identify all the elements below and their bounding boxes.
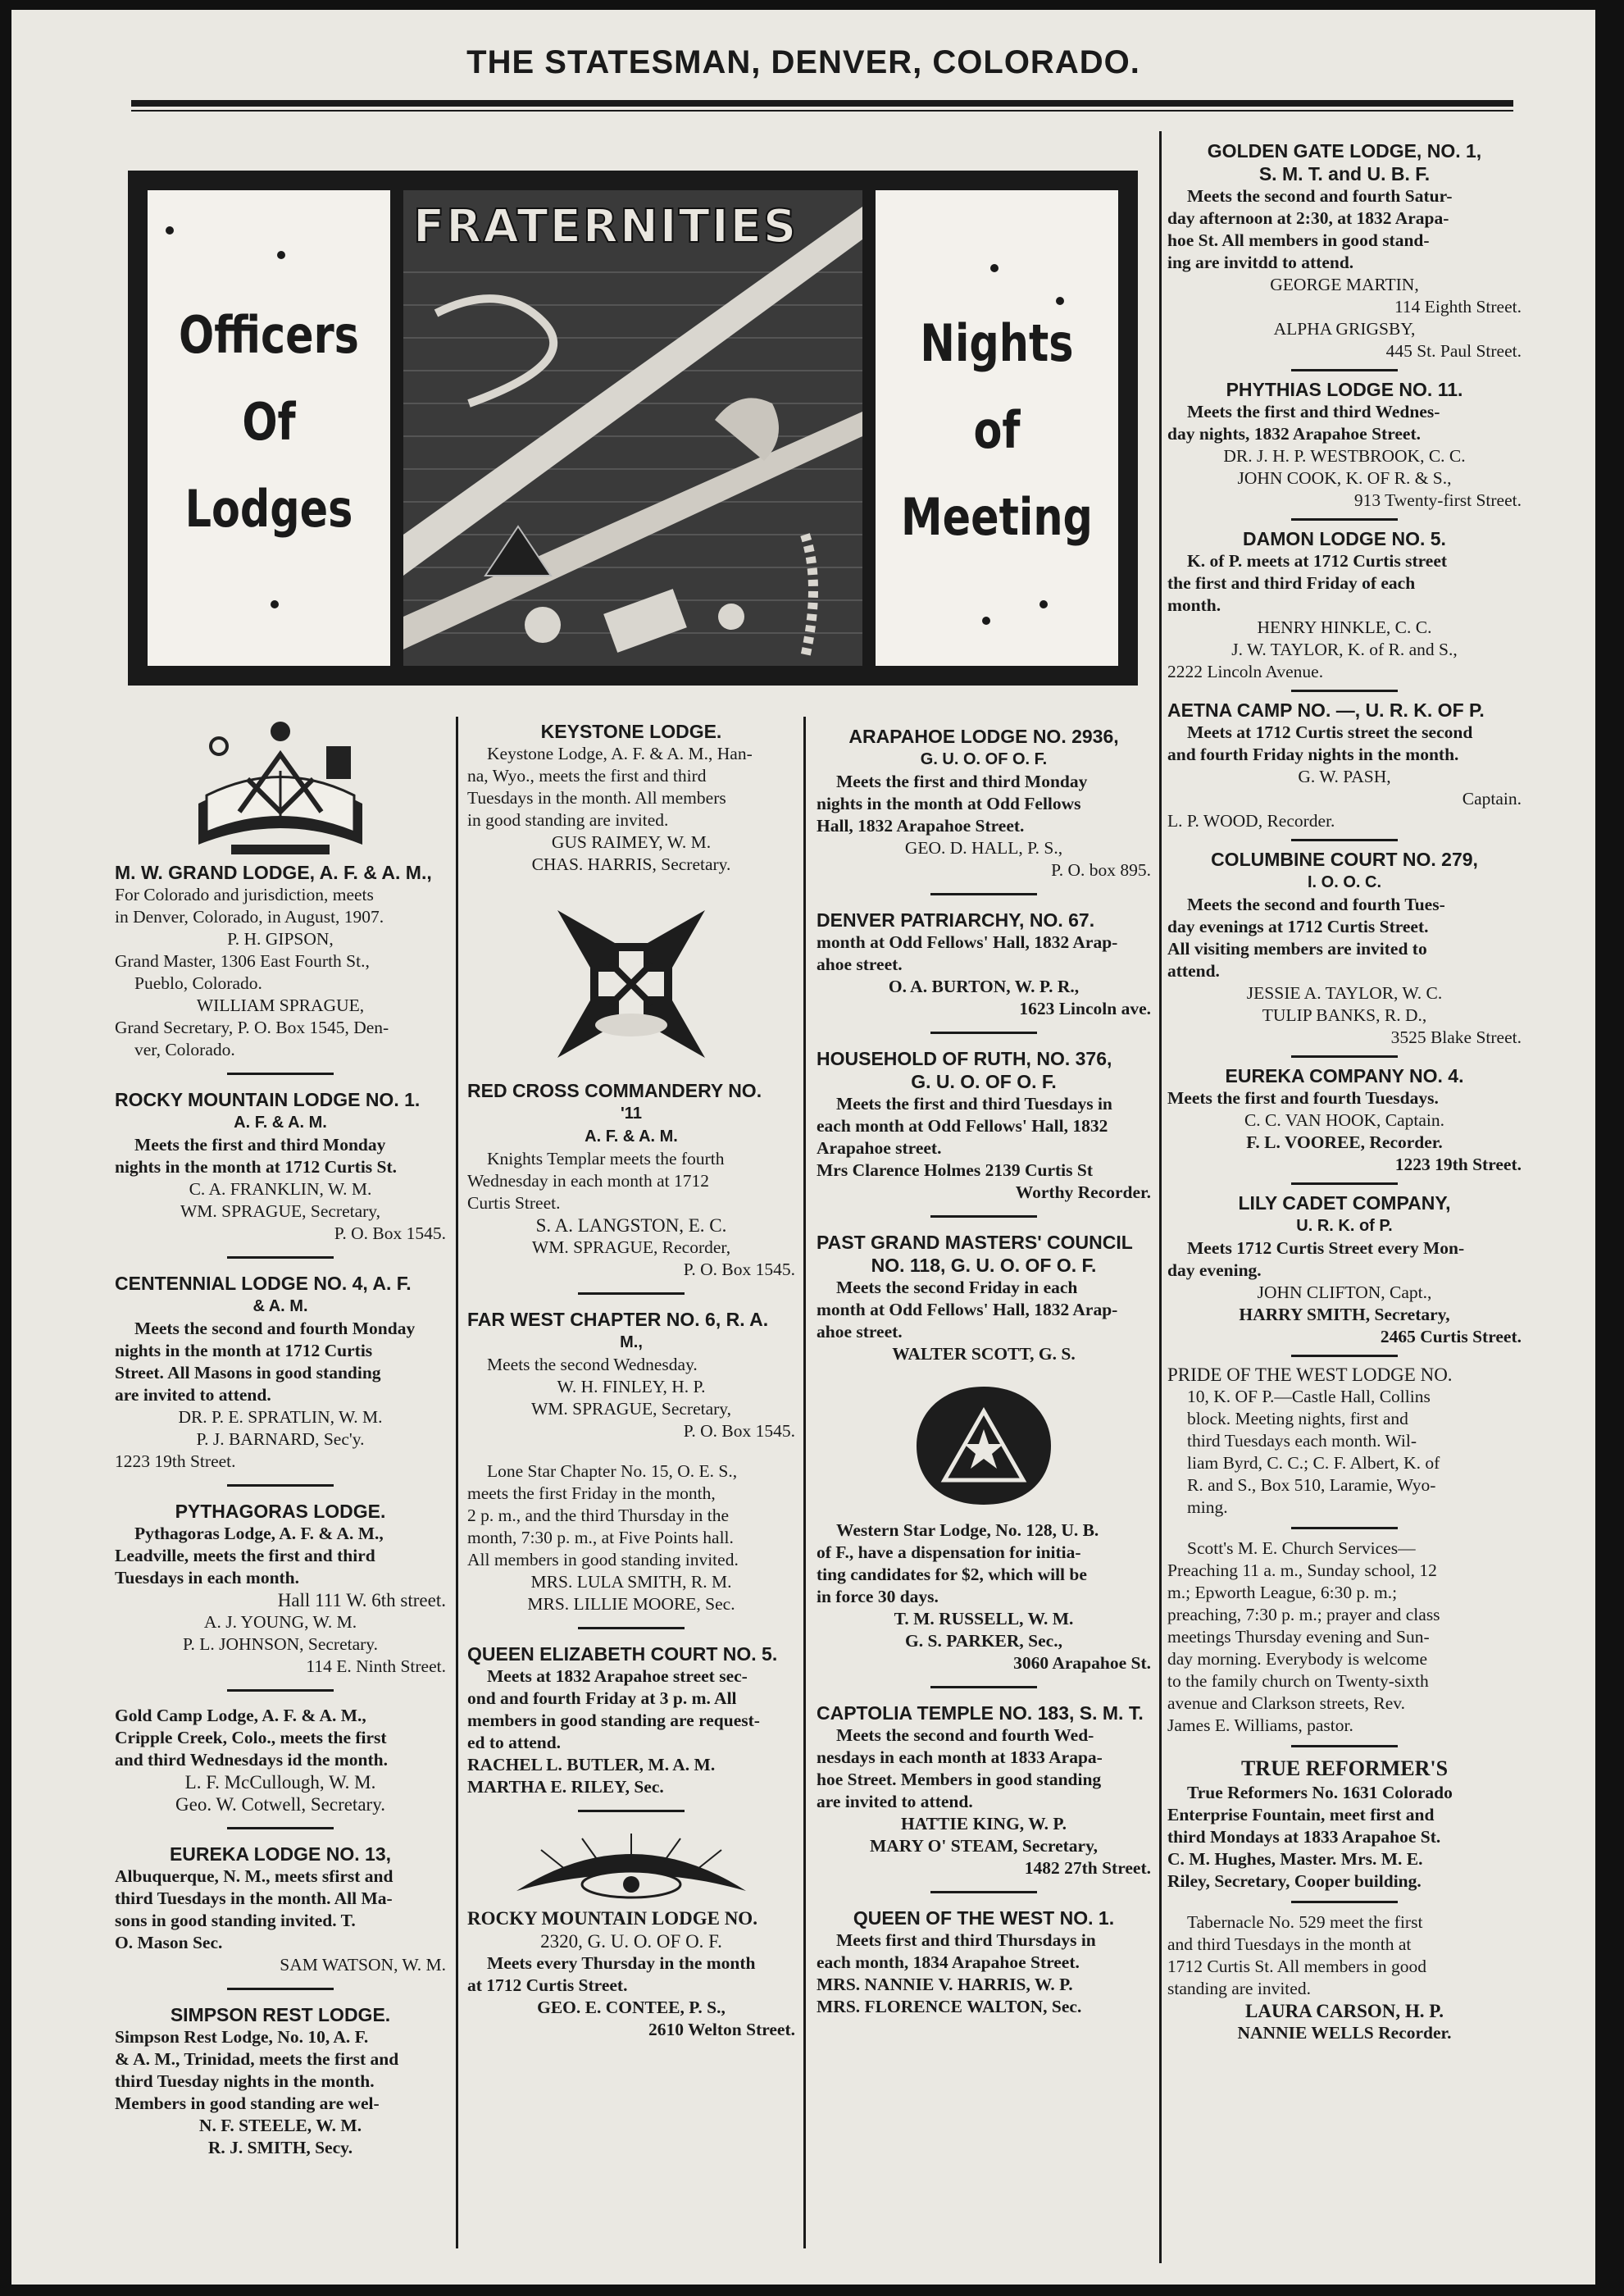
red-cross-heading: RED CROSS COMMANDERY NO. bbox=[467, 1080, 762, 1101]
banner-left-line: Officers bbox=[179, 305, 359, 365]
banner-right-line: Nights bbox=[920, 313, 1074, 373]
true-reformers-text: third Mondays at 1833 Arapahoe St. bbox=[1167, 1827, 1441, 1847]
pride-of-the-west-text: 10, K. OF P.—Castle Hall, Collins bbox=[1187, 1387, 1431, 1406]
past-grand-masters-officer: WALTER SCOTT, G. S. bbox=[892, 1344, 1076, 1364]
ornament-dot bbox=[1039, 600, 1048, 608]
far-west-officer: W. H. FINLEY, H. P. bbox=[557, 1377, 706, 1396]
lone-star-officer: MRS. LULA SMITH, R. M. bbox=[530, 1572, 732, 1592]
damon-text: month. bbox=[1167, 595, 1221, 615]
keystone-text: Keystone Lodge, A. F. & A. M., Han- bbox=[487, 744, 753, 763]
columbine-court-officer: 3525 Blake Street. bbox=[1390, 1027, 1522, 1047]
queen-of-the-west-text: each month, 1834 Arapahoe Street. bbox=[817, 1952, 1080, 1972]
queen-elizabeth-officer: RACHEL L. BUTLER, M. A. M. bbox=[467, 1755, 716, 1774]
gold-camp-officer: L. F. McCullough, W. M. bbox=[184, 1772, 376, 1793]
captolia-temple-officer: 1482 27th Street. bbox=[1024, 1858, 1151, 1878]
separator bbox=[227, 1484, 334, 1487]
damon-text: the first and third Friday of each bbox=[1167, 573, 1416, 593]
golden-gate-officer: ALPHA GRIGSBY, bbox=[1273, 319, 1416, 339]
separator bbox=[578, 1810, 685, 1812]
simpson-rest-text: Simpson Rest Lodge, No. 10, A. F. bbox=[115, 2027, 369, 2047]
banner-left-line: Lodges bbox=[184, 479, 353, 539]
simpson-rest-officer: N. F. STEELE, W. M. bbox=[198, 2116, 362, 2135]
separator bbox=[227, 1256, 334, 1259]
queen-elizabeth-text: Meets at 1832 Arapahoe street sec- bbox=[487, 1666, 748, 1686]
newspaper-page bbox=[11, 10, 1595, 2285]
emblem-word: SIGNO bbox=[677, 968, 690, 1005]
pride-of-the-west-text: third Tuesdays each month. Wil- bbox=[1187, 1431, 1417, 1451]
fraternities-illustration bbox=[403, 190, 862, 666]
far-west-officer: P. O. Box 1545. bbox=[683, 1421, 795, 1441]
columbine-court-text: Meets the second and fourth Tues- bbox=[1187, 895, 1445, 914]
red-cross-text: Wednesday in each month at 1712 bbox=[467, 1171, 710, 1191]
column-1 bbox=[115, 713, 446, 2159]
keystone-officer: CHAS. HARRIS, Secretary. bbox=[531, 854, 731, 874]
pythagoras-officer: 114 E. Ninth Street. bbox=[306, 1656, 446, 1676]
pythagoras-officer: P. L. JOHNSON, Secretary. bbox=[182, 1634, 379, 1654]
centennial-text: are invited to attend. bbox=[115, 1385, 271, 1405]
gold-camp-text: Cripple Creek, Colo., meets the first bbox=[115, 1728, 387, 1747]
household-of-ruth-officer: Worthy Recorder. bbox=[1015, 1182, 1151, 1202]
household-of-ruth-sub: G. U. O. OF O. F. bbox=[911, 1071, 1057, 1092]
separator bbox=[930, 893, 1037, 895]
pythagoras-text: Tuesdays in each month. bbox=[115, 1568, 300, 1588]
eureka-company-officer: C. C. VAN HOOK, Captain. bbox=[1244, 1110, 1445, 1130]
pythagoras-text: Pythagoras Lodge, A. F. & A. M., bbox=[134, 1524, 384, 1543]
queen-elizabeth-text: members in good standing are request- bbox=[467, 1711, 760, 1730]
household-of-ruth-text: Arapahoe street. bbox=[817, 1138, 942, 1158]
simpson-rest-text: & A. M., Trinidad, meets the first and bbox=[115, 2049, 399, 2069]
eureka-lodge-heading: EUREKA LODGE NO. 13, bbox=[169, 1843, 392, 1865]
pride-of-the-west-text: R. and S., Box 510, Laramie, Wyo- bbox=[1187, 1475, 1436, 1495]
past-grand-masters-heading: PAST GRAND MASTERS' COUNCIL bbox=[817, 1232, 1133, 1253]
rocky-mountain-sub: A. F. & A. M. bbox=[234, 1114, 327, 1132]
separator bbox=[1291, 690, 1398, 692]
captolia-temple-heading: CAPTOLIA TEMPLE NO. 183, S. M. T. bbox=[817, 1702, 1144, 1724]
eureka-lodge-text: third Tuesdays in the month. All Ma- bbox=[115, 1888, 393, 1908]
arapahoe-sub: G. U. O. OF O. F. bbox=[920, 750, 1048, 768]
red-cross-text: Knights Templar meets the fourth bbox=[487, 1149, 725, 1168]
lily-cadet-officer: 2465 Curtis Street. bbox=[1380, 1327, 1522, 1346]
ornament-dot bbox=[982, 617, 990, 625]
grand-lodge-text: Grand Secretary, P. O. Box 1545, Den- bbox=[115, 1018, 389, 1037]
arapahoe-text: Hall, 1832 Arapahoe Street. bbox=[817, 816, 1025, 836]
aetna-camp-officer: Captain. bbox=[1462, 789, 1522, 809]
rocky-mountain-officer: C. A. FRANKLIN, W. M. bbox=[189, 1179, 372, 1199]
captolia-temple-officer: HATTIE KING, W. P. bbox=[901, 1814, 1067, 1834]
columbine-court-officer: TULIP BANKS, R. D., bbox=[1262, 1005, 1427, 1025]
tabernacle-text: Tabernacle No. 529 meet the first bbox=[1187, 1912, 1423, 1932]
separator bbox=[930, 1891, 1037, 1893]
captolia-temple-text: nesdays in each month at 1833 Arapa- bbox=[817, 1747, 1103, 1767]
star-emblem bbox=[910, 1380, 1058, 1511]
denver-patriarchy-officer: O. A. BURTON, W. P. R., bbox=[888, 977, 1080, 996]
past-grand-masters-text: ahoe street. bbox=[817, 1322, 903, 1342]
separator bbox=[227, 1827, 334, 1829]
true-reformers-text: True Reformers No. 1631 Colorado bbox=[1187, 1783, 1453, 1802]
aetna-camp-officer: L. P. WOOD, Recorder. bbox=[1167, 811, 1335, 831]
past-grand-masters-text: month at Odd Fellows' Hall, 1832 Arap- bbox=[817, 1300, 1118, 1319]
queen-of-the-west-officer: MRS. FLORENCE WALTON, Sec. bbox=[817, 1997, 1082, 2016]
ornament-dot bbox=[277, 251, 285, 259]
grand-lodge-officer: P. H. GIPSON, bbox=[227, 929, 334, 949]
separator bbox=[1291, 369, 1398, 371]
separator bbox=[578, 1627, 685, 1629]
separator bbox=[1291, 518, 1398, 521]
past-grand-masters-text: Meets the second Friday in each bbox=[836, 1278, 1078, 1297]
centennial-text: Meets the second and fourth Monday bbox=[134, 1319, 416, 1338]
gold-camp-officer: Geo. W. Cotwell, Secretary. bbox=[175, 1794, 385, 1815]
arapahoe-officer: P. O. box 895. bbox=[1051, 860, 1151, 880]
eureka-lodge-officer: SAM WATSON, W. M. bbox=[280, 1955, 446, 1975]
aetna-camp-text: and fourth Friday nights in the month. bbox=[1167, 745, 1459, 764]
lily-cadet-officer: HARRY SMITH, Secretary, bbox=[1239, 1305, 1450, 1324]
lily-cadet-text: day evening. bbox=[1167, 1260, 1262, 1280]
banner-artwork bbox=[403, 190, 862, 666]
columbine-court-text: attend. bbox=[1167, 961, 1220, 981]
banner-left-line: Of bbox=[242, 392, 296, 452]
ornament-dot bbox=[271, 600, 279, 608]
aetna-camp-text: Meets at 1712 Curtis street the second bbox=[1187, 722, 1473, 742]
red-cross-sub: A. F. & A. M. bbox=[585, 1128, 678, 1146]
queen-of-the-west-text: Meets first and third Thursdays in bbox=[836, 1930, 1096, 1950]
separator bbox=[578, 1292, 685, 1295]
phythias-text: day nights, 1832 Arapahoe Street. bbox=[1167, 424, 1421, 444]
queen-of-the-west-heading: QUEEN OF THE WEST NO. 1. bbox=[853, 1907, 1115, 1929]
past-grand-masters-sub: NO. 118, G. U. O. OF O. F. bbox=[871, 1255, 1097, 1276]
grand-lodge-text: in Denver, Colorado, in August, 1907. bbox=[115, 907, 384, 927]
keystone-text: Tuesdays in the month. All members bbox=[467, 788, 726, 808]
keystone-heading: KEYSTONE LODGE. bbox=[540, 721, 722, 742]
rocky-mountain-heading: ROCKY MOUNTAIN LODGE NO. 1. bbox=[115, 1089, 421, 1110]
centennial-officer: 1223 19th Street. bbox=[115, 1451, 236, 1471]
separator bbox=[1291, 1055, 1398, 1058]
queen-elizabeth-heading: QUEEN ELIZABETH COURT NO. 5. bbox=[467, 1643, 778, 1665]
golden-gate-text: hoe St. All members in good stand- bbox=[1167, 230, 1430, 250]
household-of-ruth-text: each month at Odd Fellows' Hall, 1832 bbox=[817, 1116, 1108, 1136]
damon-heading: DAMON LODGE NO. 5. bbox=[1243, 528, 1446, 549]
rocky-mountain-2320-text: Meets every Thursday in the month bbox=[487, 1953, 756, 1973]
columbine-court-sub: I. O. O. C. bbox=[1307, 873, 1381, 891]
separator bbox=[1291, 1527, 1398, 1529]
grand-lodge-text: Pueblo, Colorado. bbox=[134, 973, 262, 993]
columbine-court-heading: COLUMBINE COURT NO. 279, bbox=[1211, 849, 1478, 870]
grand-lodge-text: Grand Master, 1306 East Fourth St., bbox=[115, 951, 370, 971]
pride-of-the-west-heading: PRIDE OF THE WEST LODGE NO. bbox=[1167, 1364, 1453, 1385]
household-of-ruth-text: Meets the first and third Tuesdays in bbox=[836, 1094, 1112, 1114]
banner-right-line: Meeting bbox=[901, 487, 1093, 547]
lily-cadet-officer: JOHN CLIFTON, Capt., bbox=[1257, 1282, 1432, 1302]
rocky-mountain-officer: P. O. Box 1545. bbox=[334, 1223, 446, 1243]
tabernacle-text: and third Tuesdays in the month at bbox=[1167, 1934, 1412, 1954]
pride-of-the-west-text: block. Meeting nights, first and bbox=[1187, 1409, 1408, 1428]
lone-star-text: 2 p. m., and the third Thursday in the bbox=[467, 1506, 730, 1525]
columbine-court-text: day evenings at 1712 Curtis Street. bbox=[1167, 917, 1429, 936]
pride-of-the-west-text: ming. bbox=[1187, 1497, 1228, 1517]
eureka-company-officer: F. L. VOOREE, Recorder. bbox=[1246, 1132, 1443, 1152]
knights-templar-cross-emblem bbox=[541, 894, 721, 1074]
captolia-temple-text: are invited to attend. bbox=[817, 1792, 973, 1811]
red-cross-officer: S. A. LANGSTON, E. C. bbox=[535, 1215, 727, 1236]
rocky-mountain-2320-officer: GEO. E. CONTEE, P. S., bbox=[537, 1998, 726, 2017]
eureka-lodge-text: O. Mason Sec. bbox=[115, 1933, 223, 1952]
rocky-mountain-text: nights in the month at 1712 Curtis St. bbox=[115, 1157, 398, 1177]
gold-camp-text: Gold Camp Lodge, A. F. & A. M., bbox=[115, 1706, 366, 1725]
separator bbox=[930, 1032, 1037, 1034]
golden-gate-heading: GOLDEN GATE LODGE, NO. 1, bbox=[1207, 140, 1482, 162]
golden-gate-officer: 445 St. Paul Street. bbox=[1385, 341, 1522, 361]
western-star-officer: T. M. RUSSELL, W. M. bbox=[894, 1609, 1074, 1629]
eureka-lodge-text: sons in good standing invited. T. bbox=[115, 1911, 356, 1930]
phythias-officer: JOHN COOK, K. OF R. & S., bbox=[1237, 468, 1452, 488]
queen-elizabeth-officer: MARTHA E. RILEY, Sec. bbox=[467, 1777, 664, 1797]
pythagoras-text: Leadville, meets the first and third bbox=[115, 1546, 375, 1565]
column-rule bbox=[803, 717, 806, 2248]
phythias-officer: DR. J. H. P. WESTBROOK, C. C. bbox=[1223, 446, 1466, 466]
pythagoras-heading: PYTHAGORAS LODGE. bbox=[175, 1501, 386, 1522]
eureka-company-heading: EUREKA COMPANY NO. 4. bbox=[1225, 1065, 1464, 1086]
keystone-officer: GUS RAIMEY, W. M. bbox=[551, 832, 712, 852]
banner-left-panel bbox=[148, 190, 390, 666]
simpson-rest-text: third Tuesday nights in the month. bbox=[115, 2071, 375, 2091]
lone-star-text: meets the first Friday in the month, bbox=[467, 1483, 716, 1503]
banner-art-title: FRATERNITIES bbox=[413, 200, 798, 253]
denver-patriarchy-heading: DENVER PATRIARCHY, NO. 67. bbox=[817, 909, 1095, 931]
red-cross-text: Curtis Street. bbox=[467, 1193, 561, 1213]
scotts-church-text: meetings Thursday evening and Sun- bbox=[1167, 1627, 1430, 1647]
true-reformers-heading: TRUE REFORMER'S bbox=[1240, 1756, 1449, 1780]
emblem-word: HOC bbox=[620, 928, 646, 941]
gold-camp-text: and third Wednesdays id the month. bbox=[115, 1750, 388, 1770]
columbine-court-text: All visiting members are invited to bbox=[1167, 939, 1427, 959]
lone-star-text: All members in good standing invited. bbox=[467, 1550, 739, 1569]
golden-gate-text: Meets the second and fourth Satur- bbox=[1187, 186, 1453, 206]
separator bbox=[1291, 1745, 1398, 1747]
scotts-church-text: Preaching 11 a. m., Sunday school, 12 bbox=[1167, 1560, 1437, 1580]
golden-gate-officer: GEORGE MARTIN, bbox=[1270, 275, 1419, 294]
tabernacle-officer: LAURA CARSON, H. P. bbox=[1245, 2001, 1444, 2021]
centennial-officer: DR. P. E. SPRATLIN, W. M. bbox=[178, 1407, 383, 1427]
column-rule bbox=[456, 717, 458, 2248]
grand-lodge-officer: WILLIAM SPRAGUE, bbox=[196, 995, 365, 1015]
fraternities-banner bbox=[128, 171, 1138, 686]
separator bbox=[930, 1215, 1037, 1218]
household-of-ruth-heading: HOUSEHOLD OF RUTH, NO. 376, bbox=[817, 1048, 1112, 1069]
ornament-dot bbox=[1056, 297, 1064, 305]
banner-right-line: of bbox=[973, 400, 1021, 460]
western-star-text: ting candidates for $2, which will be bbox=[817, 1565, 1087, 1584]
tabernacle-text: 1712 Curtis St. All members in good bbox=[1167, 1957, 1426, 1976]
western-star-text: Western Star Lodge, No. 128, U. B. bbox=[836, 1520, 1099, 1540]
scotts-church-text: m.; Epworth League, 6:30 p. m.; bbox=[1167, 1583, 1398, 1602]
lone-star-text: month, 7:30 p. m., at Five Points hall. bbox=[467, 1528, 734, 1547]
tabernacle-text: standing are invited. bbox=[1167, 1979, 1311, 1998]
banner-right-panel bbox=[876, 190, 1118, 666]
queen-of-the-west-officer: MRS. NANNIE V. HARRIS, W. P. bbox=[817, 1975, 1073, 1994]
rocky-mountain-text: Meets the first and third Monday bbox=[134, 1135, 386, 1155]
scotts-church-text: preaching, 7:30 p. m.; prayer and class bbox=[1167, 1605, 1440, 1624]
separator bbox=[1291, 1182, 1398, 1185]
scotts-church-text: James E. Williams, pastor. bbox=[1167, 1715, 1353, 1735]
western-star-text: of F., have a dispensation for initia- bbox=[817, 1542, 1081, 1562]
separator bbox=[227, 1073, 334, 1075]
eureka-company-officer: 1223 19th Street. bbox=[1394, 1155, 1522, 1174]
arapahoe-officer: GEO. D. HALL, P. S., bbox=[904, 838, 1063, 858]
far-west-officer: WM. SPRAGUE, Secretary, bbox=[530, 1399, 732, 1419]
tabernacle-officer: NANNIE WELLS Recorder. bbox=[1237, 2023, 1452, 2043]
western-star-officer: 3060 Arapahoe St. bbox=[1013, 1653, 1151, 1673]
scotts-church-text: day morning. Everybody is welcome bbox=[1167, 1649, 1428, 1669]
centennial-text: nights in the month at 1712 Curtis bbox=[115, 1341, 373, 1360]
eureka-lodge-text: Albuquerque, N. M., meets sfirst and bbox=[115, 1866, 393, 1886]
red-cross-officer: WM. SPRAGUE, Recorder, bbox=[531, 1237, 731, 1257]
columbine-court-officer: JESSIE A. TAYLOR, W. C. bbox=[1246, 983, 1443, 1003]
eureka-company-text: Meets the first and fourth Tuesdays. bbox=[1167, 1088, 1439, 1108]
grand-lodge-text: For Colorado and jurisdiction, meets bbox=[115, 885, 374, 904]
far-west-heading: FAR WEST CHAPTER NO. 6, R. A. bbox=[467, 1309, 769, 1330]
red-cross-officer: P. O. Box 1545. bbox=[683, 1260, 795, 1279]
lone-star-officer: MRS. LILLIE MOORE, Sec. bbox=[527, 1594, 735, 1614]
rocky-mountain-2320-text: at 1712 Curtis Street. bbox=[467, 1975, 628, 1995]
captolia-temple-text: Meets the second and fourth Wed- bbox=[836, 1725, 1094, 1745]
scotts-church-text: Scott's M. E. Church Services— bbox=[1187, 1538, 1416, 1558]
lily-cadet-heading: LILY CADET COMPANY, bbox=[1238, 1192, 1451, 1214]
ornament-dot bbox=[990, 264, 999, 272]
arapahoe-text: Meets the first and third Monday bbox=[836, 772, 1088, 791]
separator bbox=[227, 1689, 334, 1692]
lone-star-text: Lone Star Chapter No. 15, O. E. S., bbox=[487, 1461, 738, 1481]
ornament-dot bbox=[166, 226, 174, 235]
phythias-officer: 913 Twenty-first Street. bbox=[1353, 490, 1522, 510]
true-reformers-text: Riley, Secretary, Cooper building. bbox=[1167, 1871, 1422, 1891]
denver-patriarchy-officer: 1623 Lincoln ave. bbox=[1019, 999, 1151, 1018]
separator bbox=[227, 1988, 334, 1990]
golden-gate-sub: S. M. T. and U. B. F. bbox=[1258, 163, 1431, 184]
scotts-church-text: to the family church on Twenty-sixth bbox=[1167, 1671, 1429, 1691]
damon-officer: HENRY HINKLE, C. C. bbox=[1257, 617, 1432, 637]
grand-lodge-text: ver, Colorado. bbox=[134, 1040, 235, 1059]
western-star-text: in force 30 days. bbox=[817, 1587, 939, 1606]
true-reformers-text: Enterprise Fountain, meet first and bbox=[1167, 1805, 1435, 1824]
grand-lodge-heading: M. W. GRAND LODGE, A. F. & A. M., bbox=[115, 862, 432, 883]
denver-patriarchy-text: month at Odd Fellows' Hall, 1832 Arap- bbox=[817, 932, 1118, 952]
damon-officer: J. W. TAYLOR, K. of R. and S., bbox=[1231, 640, 1458, 659]
simpson-rest-heading: SIMPSON REST LODGE. bbox=[170, 2004, 391, 2025]
centennial-text: Street. All Masons in good standing bbox=[115, 1363, 381, 1383]
keystone-text: na, Wyo., meets the first and third bbox=[467, 766, 707, 786]
golden-gate-officer: 114 Eighth Street. bbox=[1394, 297, 1522, 317]
phythias-heading: PHYTHIAS LODGE NO. 11. bbox=[1226, 379, 1463, 400]
separator bbox=[1291, 1355, 1398, 1357]
masthead-rule-thin bbox=[131, 110, 1513, 112]
all-seeing-eye-emblem bbox=[508, 1825, 754, 1907]
captolia-temple-text: hoe Street. Members in good standing bbox=[817, 1770, 1102, 1789]
aetna-camp-heading: AETNA CAMP NO. —, U. R. K. OF P. bbox=[1167, 699, 1485, 721]
captolia-temple-officer: MARY O' STEAM, Secretary, bbox=[869, 1836, 1099, 1856]
separator bbox=[930, 1686, 1037, 1688]
queen-elizabeth-text: ed to attend. bbox=[467, 1733, 562, 1752]
centennial-officer: P. J. BARNARD, Sec'y. bbox=[196, 1429, 365, 1449]
damon-officer: 2222 Lincoln Avenue. bbox=[1167, 662, 1324, 681]
masthead-rule bbox=[131, 100, 1513, 107]
masthead: THE STATESMAN, DENVER, COLORADO. bbox=[466, 44, 1140, 80]
household-of-ruth-text: Mrs Clarence Holmes 2139 Curtis St bbox=[817, 1160, 1093, 1180]
phythias-text: Meets the first and third Wednes- bbox=[1187, 402, 1440, 421]
red-cross-number: '11 bbox=[621, 1105, 642, 1123]
column-2 bbox=[467, 720, 795, 2041]
golden-gate-text: day afternoon at 2:30, at 1832 Arapa- bbox=[1167, 208, 1449, 228]
emblem-word: IN bbox=[574, 986, 586, 999]
western-star-officer: G. S. PARKER, Sec., bbox=[905, 1631, 1062, 1651]
rocky-mountain-2320-sub: 2320, G. U. O. OF O. F. bbox=[540, 1931, 722, 1952]
golden-gate-text: ing are invitdd to attend. bbox=[1167, 253, 1354, 272]
emblem-word: VINCES bbox=[610, 1046, 653, 1059]
pythagoras-hall: Hall 111 W. 6th street. bbox=[277, 1590, 446, 1610]
centennial-heading: CENTENNIAL LODGE NO. 4, A. F. bbox=[115, 1273, 412, 1294]
denver-patriarchy-text: ahoe street. bbox=[817, 954, 903, 974]
simpson-rest-officer: R. J. SMITH, Secy. bbox=[207, 2138, 353, 2157]
far-west-text: Meets the second Wednesday. bbox=[487, 1355, 698, 1374]
centennial-sub: & A. M. bbox=[252, 1297, 308, 1315]
keystone-text: in good standing are invited. bbox=[467, 810, 669, 830]
queen-elizabeth-text: ond and fourth Friday at 3 p. m. All bbox=[467, 1688, 737, 1708]
column-rule bbox=[1159, 131, 1162, 2263]
aetna-camp-officer: G. W. PASH, bbox=[1298, 767, 1391, 786]
scotts-church-text: avenue and Clarkson streets, Rev. bbox=[1167, 1693, 1405, 1713]
arapahoe-heading: ARAPAHOE LODGE NO. 2936, bbox=[848, 726, 1119, 747]
far-west-sub: M., bbox=[620, 1333, 643, 1351]
damon-text: K. of P. meets at 1712 Curtis street bbox=[1187, 551, 1448, 571]
lily-cadet-sub: U. R. K. of P. bbox=[1296, 1217, 1393, 1235]
masonic-bible-emblem bbox=[182, 713, 379, 861]
lily-cadet-text: Meets 1712 Curtis Street every Mon- bbox=[1187, 1238, 1465, 1258]
rocky-mountain-officer: WM. SPRAGUE, Secretary, bbox=[180, 1201, 381, 1221]
arapahoe-text: nights in the month at Odd Fellows bbox=[817, 794, 1081, 813]
separator bbox=[1291, 839, 1398, 841]
true-reformers-text: C. M. Hughes, Master. Mrs. M. E. bbox=[1167, 1849, 1423, 1869]
column-4 bbox=[1167, 139, 1522, 2044]
pythagoras-officer: A. J. YOUNG, W. M. bbox=[203, 1612, 357, 1632]
rocky-mountain-2320-officer: 2610 Welton Street. bbox=[648, 2020, 795, 2039]
column-3 bbox=[817, 725, 1151, 2018]
simpson-rest-text: Members in good standing are wel- bbox=[115, 2093, 380, 2113]
separator bbox=[1291, 1901, 1398, 1903]
rocky-mountain-2320-heading: ROCKY MOUNTAIN LODGE NO. bbox=[467, 1908, 757, 1929]
pride-of-the-west-text: liam Byrd, C. C.; C. F. Albert, K. of bbox=[1187, 1453, 1440, 1473]
